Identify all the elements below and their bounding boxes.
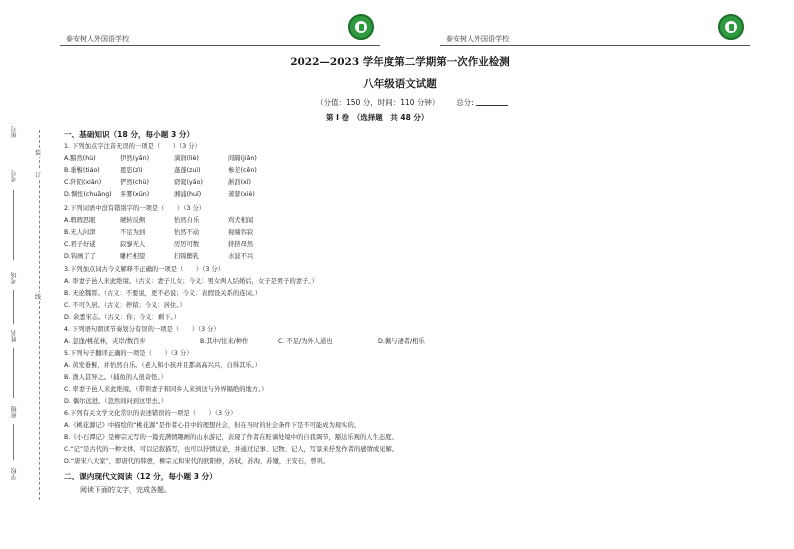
option-d: D.佩与凄者/相乐 bbox=[378, 338, 425, 345]
option-a-word-3: 怡然自乐 bbox=[174, 217, 200, 224]
school-logo-icon bbox=[348, 14, 374, 40]
seal-dashed-line bbox=[39, 130, 40, 500]
option-d-word-2: 多雾(xūn) bbox=[120, 191, 150, 198]
option-line: D. 偶尔远进。（忽然间问到这里去。） bbox=[64, 398, 168, 405]
option-d-word-4: 水波不兴 bbox=[228, 253, 254, 260]
option-line: C. 不可久居。（古义：停留；今义：居住。） bbox=[64, 302, 186, 309]
section-heading: 二、课内现代文阅读（12 分，每小题 3 分） bbox=[64, 472, 217, 481]
option-c: C. 不足/为外人道也 bbox=[278, 338, 333, 345]
option-b-word-2: 恩恣(zì) bbox=[120, 167, 143, 174]
option-line: A.《桃花源记》中描绘的“桃花源”是作者心目中的理想社会，但在当时的社会条件下是不可能成为现实的。 bbox=[64, 422, 361, 429]
exam-title: 2022—2023 学年度第二学期第一次作业检测 bbox=[290, 56, 510, 68]
option-d-word-1: D.惆怅(chuāng) bbox=[64, 191, 112, 198]
exam-subtitle: 八年级语文试题 bbox=[363, 78, 437, 90]
section-intro: 阅读下面的文字，完成各题。 bbox=[80, 486, 171, 494]
option-a-word-1: A.黯然(hù) bbox=[64, 155, 96, 162]
binding-label-class: 班级 bbox=[11, 406, 18, 418]
option-c-word-2: 俨然(chù) bbox=[120, 179, 149, 186]
school-name: 泰安树人外国语学校 bbox=[446, 35, 509, 43]
question-stem: 1. 下列加点字注音无误的一项是（ ）（3 分） bbox=[64, 143, 201, 150]
option-a-word-2: 硬转反侧 bbox=[120, 217, 146, 224]
option-a-word-4: 鸡犬相闻 bbox=[228, 217, 254, 224]
binding-fill-line bbox=[13, 290, 14, 324]
school-logo-icon bbox=[718, 14, 744, 40]
option-a: A. 忽逢/桃花林，夹岸/数百步 bbox=[64, 338, 146, 345]
option-a-word-4: 间隔(jiǎn) bbox=[228, 155, 257, 162]
option-c-word-3: 厉厉可数 bbox=[174, 241, 200, 248]
option-d-word-3: 湘浦(huī) bbox=[174, 191, 202, 198]
option-c-word-2: 寂寥无人 bbox=[120, 241, 146, 248]
section-heading: 一、基础知识（18 分，每小题 3 分） bbox=[64, 130, 195, 139]
option-d-word-4: 萧瑟(xiè) bbox=[228, 191, 255, 198]
option-line: B. 渔人甚异之。（捕鱼的人很奇怪。） bbox=[64, 374, 167, 381]
option-c-word-1: C.阡陌(xiān) bbox=[64, 179, 102, 186]
seal-char: 订 bbox=[35, 172, 42, 179]
option-b: B.其中/往来/种作 bbox=[200, 338, 249, 345]
option-line: A. 黄发垂髫，并怡然自乐。（老人和小孩并且都高高兴兴，自得其乐。） bbox=[64, 362, 262, 369]
binding-fill-line bbox=[13, 348, 14, 398]
binding-fill-line bbox=[13, 424, 14, 460]
option-line: C. 率妻子邑人来此绝境。（带领妻子和同乡人来到这与外界隔绝的地方。） bbox=[64, 386, 268, 393]
binding-fill-line bbox=[13, 190, 14, 260]
option-a-word-2: 伊然(yǎn) bbox=[120, 155, 150, 162]
option-c-word-3: 窈窕(yǎo) bbox=[174, 179, 203, 186]
option-line: D.“唐宋八大家”，即唐代的韩愈，柳宗元和宋代的欧阳修，苏轼，苏洵，苏辙，王安石，曾巩。 bbox=[64, 458, 330, 465]
binding-label-school: 学校 bbox=[11, 468, 18, 480]
option-d-word-3: 扫锦醉乳 bbox=[174, 253, 200, 260]
option-d-word-2: 雕栏相望 bbox=[120, 253, 146, 260]
option-b-word-3: 怡然不动 bbox=[174, 229, 200, 236]
score-info bbox=[316, 97, 508, 108]
school-name: 泰安树人外国语学校 bbox=[66, 35, 129, 43]
option-a-word-3: 滴润(liè) bbox=[174, 155, 199, 162]
page-header-left bbox=[60, 14, 380, 46]
binding-label-exam-room: 考场 bbox=[11, 272, 18, 284]
option-a-word-1: A.瑕瑕思眼 bbox=[64, 217, 96, 224]
volume-heading: 第 I 卷 （选择题 共 48 分） bbox=[326, 113, 429, 122]
question-stem: 3.下列加点词古今义解释不正确的一项是（ ）（3 分） bbox=[64, 266, 224, 273]
option-line: C.“记”是古代的一种文体，可以记叙描写，也可以抒情议论，并通过记事、记物、记人，写景来抒发作者的感情或见解。 bbox=[64, 446, 399, 453]
option-b-word-3: 蓬蓬(zuì) bbox=[174, 167, 201, 174]
binding-label-name: 姓名 bbox=[11, 330, 18, 342]
option-b-word-1: B.垂髫(tiáo) bbox=[64, 167, 100, 174]
option-c-word-1: C.君子好逑 bbox=[64, 241, 96, 248]
question-stem: 4. 下列语句朗读节奏划分有误的一项是（ ）（3 分） bbox=[64, 326, 220, 333]
option-line: B.《小石潭记》是柳宗元写的一篇充满情趣画的山水游记，表现了作者在贬谪处境中的自我调节，豁达乐观的人生态度。 bbox=[64, 434, 398, 441]
question-stem: 5.下列句子翻译正确的一项是（ ）（3 分） bbox=[64, 350, 193, 357]
seal-char: 线 bbox=[35, 294, 42, 301]
binding-label-seat: 座号 bbox=[11, 126, 18, 138]
option-d-word-1: D.钩画了了 bbox=[64, 253, 97, 260]
total-score-blank[interactable] bbox=[476, 98, 508, 106]
question-stem: 2.下列词语中没有错别字的一项是（ ）（3 分） bbox=[64, 205, 206, 212]
option-b-word-4: 视端容寂 bbox=[228, 229, 254, 236]
page-header-right bbox=[440, 14, 750, 46]
option-b-word-1: B.无人问津 bbox=[64, 229, 96, 236]
binding-label-exam-number: 考号 bbox=[11, 170, 18, 182]
score-time-text: （分值：150 分，时间：110 分钟） bbox=[316, 98, 440, 107]
option-c-word-4: 淅沥(xī) bbox=[228, 179, 251, 186]
option-line: A. 率妻子邑人来此绝境。（古义：妻子儿女；今义：男女两人结婚后，女子是男子的妻子。） bbox=[64, 278, 318, 285]
option-line: B. 无论魏晋。（古义：不要说，更不必说；今义：表假设关系的连词。） bbox=[64, 290, 262, 297]
total-score-label: 总分: bbox=[456, 98, 474, 107]
seal-char: 装 bbox=[35, 150, 42, 157]
option-line: D. 余悉宋志。（古义：你；今义：剩下。） bbox=[64, 314, 180, 321]
option-b-word-4: 参差(cēn) bbox=[228, 167, 257, 174]
question-stem: 6.下列有关文学文化常识的表述错误的一项是（ ）（3 分） bbox=[64, 410, 237, 417]
option-b-word-2: 不足为到 bbox=[120, 229, 146, 236]
header-rule bbox=[60, 45, 380, 46]
header-rule bbox=[440, 45, 750, 46]
option-c-word-4: 挤挤昂然 bbox=[228, 241, 254, 248]
